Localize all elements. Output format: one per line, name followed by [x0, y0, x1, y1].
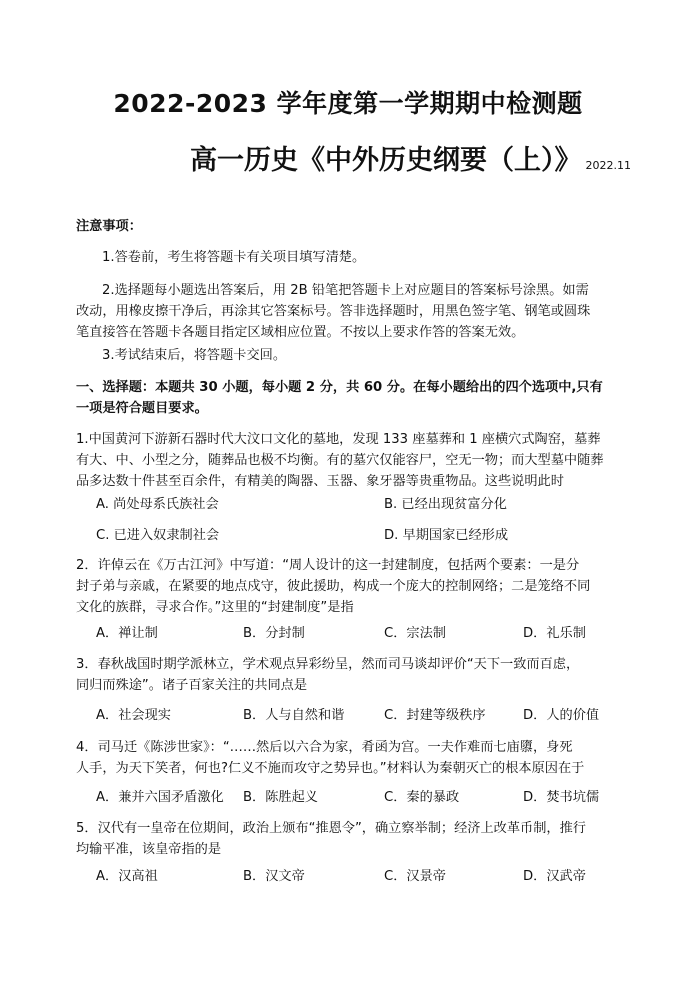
- question-4-line-1: 4．司马迁《陈涉世家》：“……然后以六合为家，肴函为宫。一夫作难而七庙隳，身死: [76, 740, 573, 755]
- question-4-line-2: 人手，为天下笑者，何也?仁义不施而攻守之势异也。”材料认为秦朝灭亡的根本原因在于: [76, 761, 585, 776]
- question-2-line-1: 2．许倬云在《万古江河》中写道：“周人设计的这一封建制度，包括两个要素：一是分: [76, 558, 580, 573]
- question-1-line-3: 品多达数十件甚至百余件，有精美的陶器、玉器、象牙器等贵重物品。这些说明此时: [76, 474, 564, 489]
- notice-item-3: 3.考试结束后，将答题卡交回。: [102, 348, 287, 363]
- question-1-option-b[interactable]: B. 已经出现贫富分化: [384, 497, 507, 512]
- notice-item-2-line-3: 笔直接答在答题卡各题目指定区域相应位置。不按以上要求作答的答案无效。: [76, 325, 525, 340]
- section-1-line-1: 一、选择题：本题共 30 小题，每小题 2 分，共 60 分。在每小题给出的四个选项中,只有: [76, 380, 603, 395]
- question-1-option-a[interactable]: A. 尚处母系氏族社会: [96, 497, 219, 512]
- question-5-option-a[interactable]: A．汉高祖: [96, 869, 158, 884]
- question-3-option-c[interactable]: C．封建等级秩序: [384, 708, 486, 723]
- question-5-option-c[interactable]: C．汉景帝: [384, 869, 446, 884]
- question-4-option-b[interactable]: B．陈胜起义: [243, 790, 318, 805]
- question-2-option-a[interactable]: A．禅让制: [96, 626, 158, 641]
- exam-subtitle: [190, 138, 631, 177]
- question-3-line-2: 同归而殊途”。诸子百家关注的共同点是: [76, 678, 308, 693]
- question-5-option-b[interactable]: B．汉文帝: [243, 869, 305, 884]
- question-2-option-c[interactable]: C．宗法制: [384, 626, 446, 641]
- question-3-line-1: 3．春秋战国时期学派林立，学术观点异彩纷呈，然而司马谈却评价“天下一致而百虑，: [76, 657, 580, 672]
- section-1-line-2: 一项是符合题目要求。: [76, 401, 208, 416]
- question-4-option-c[interactable]: C．秦的暴政: [384, 790, 460, 805]
- question-3-option-b[interactable]: B．人与自然和谐: [243, 708, 345, 723]
- notice-item-2-line-1: 2.选择题每小题选出答案后，用 2B 铅笔把答题卡上对应题目的答案标号涂黑。如需: [102, 283, 589, 298]
- question-1-line-2: 有大、中、小型之分，随葬品也极不均衡。有的墓穴仅能容尸，空无一物；而大型墓中随葬: [76, 453, 604, 468]
- question-2-line-3: 文化的族群，寻求合作。”这里的“封建制度”是指: [76, 600, 354, 615]
- question-5-line-1: 5．汉代有一皇帝在位期间，政治上颁布“推恩令”，确立察举制；经济上改革币制，推行: [76, 821, 586, 836]
- question-1-option-d[interactable]: D. 早期国家已经形成: [384, 528, 509, 543]
- question-1-option-c[interactable]: C. 已进入奴隶制社会: [96, 528, 220, 543]
- subtitle-text: 高一历史《中外历史纲要（上）》: [190, 145, 582, 176]
- question-4-option-a[interactable]: A．兼并六国矛盾激化: [96, 790, 224, 805]
- question-1-line-1: 1.中国黄河下游新石器时代大汶口文化的墓地，发现 133 座墓葬和 1 座横穴式陶窑，墓葬: [76, 432, 601, 447]
- exam-title: 2022-2023 学年度第一学期期中检测题: [113, 89, 583, 118]
- notice-item-2-line-2: 改动，用橡皮擦干净后，再涂其它答案标号。答非选择题时，用黑色签字笔、钢笔或圆珠: [76, 304, 591, 319]
- question-3-option-a[interactable]: A．社会现实: [96, 708, 171, 723]
- question-2-option-d[interactable]: D．礼乐制: [523, 626, 586, 641]
- question-3-option-d[interactable]: D．人的价值: [523, 708, 600, 723]
- exam-date: 2022.11: [585, 159, 631, 172]
- question-5-option-d[interactable]: D．汉武帝: [523, 869, 586, 884]
- notice-heading: 注意事项：: [76, 219, 142, 234]
- question-2-option-b[interactable]: B．分封制: [243, 626, 305, 641]
- question-2-line-2: 封子弟与亲戚，在紧要的地点戍守，彼此援助，构成一个庞大的控制网络；二是笼络不同: [76, 579, 591, 594]
- question-4-option-d[interactable]: D．焚书坑儒: [523, 790, 600, 805]
- notice-item-1: 1.答卷前，考生将答题卡有关项目填写清楚。: [102, 250, 366, 265]
- question-5-line-2: 均输平准，该皇帝指的是: [76, 842, 222, 857]
